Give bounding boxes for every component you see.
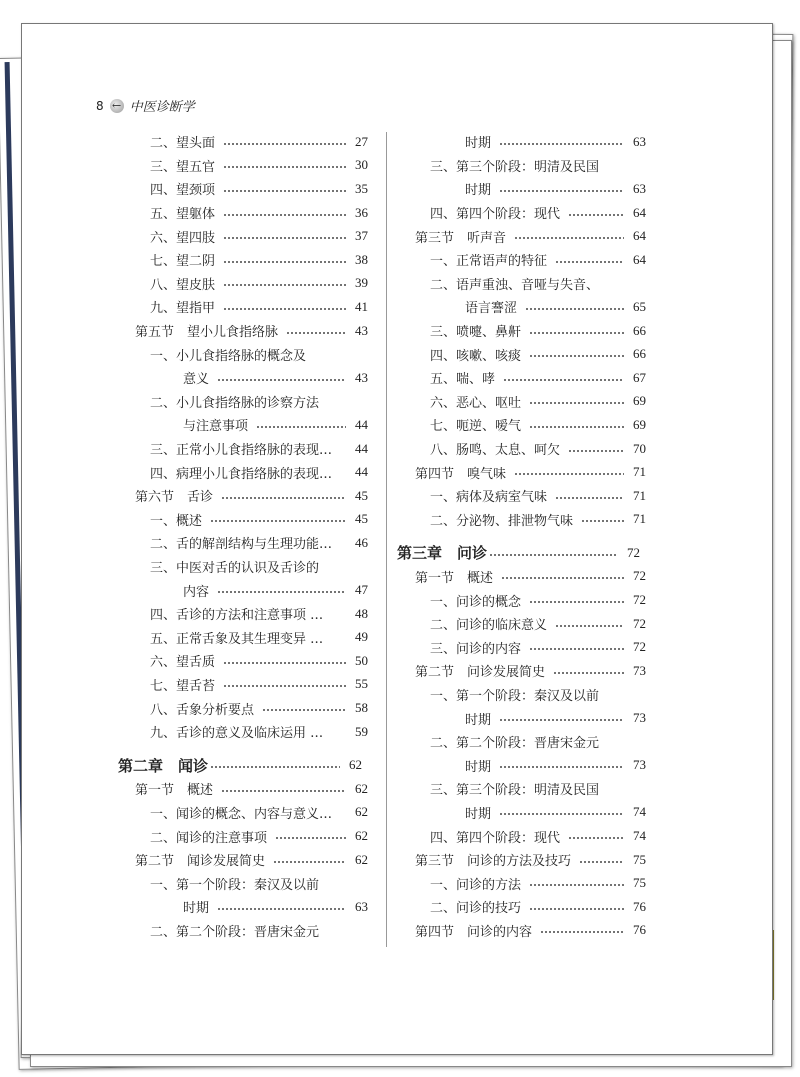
toc-section[interactable] [397, 659, 646, 683]
dot-leader [340, 445, 346, 453]
toc-entry-title: 三、第三个阶段：明清及民国 [430, 783, 600, 799]
dot-leader [340, 539, 346, 547]
toc-entry-title: 四、第四个阶段：现代 [430, 207, 561, 223]
dot-leader [529, 421, 624, 429]
dot-leader [555, 492, 624, 500]
toc-section[interactable] [118, 777, 368, 801]
toc-entry[interactable] [397, 706, 646, 730]
toc-page-number: 75 [633, 851, 646, 867]
toc-entry-title: 七、望二阴 [150, 254, 216, 270]
toc-entry-title: 五、喘、哮 [430, 372, 496, 388]
toc-entry[interactable] [118, 130, 368, 154]
dot-leader [555, 256, 624, 264]
toc-entry-title: 四、咳嗽、咳痰 [430, 348, 522, 364]
toc-entry-title: 时期 [465, 759, 492, 775]
toc-page-number: 39 [355, 275, 368, 291]
toc-page-number: 64 [633, 251, 646, 267]
dot-leader [210, 761, 340, 769]
toc-page-number: 62 [355, 780, 368, 796]
dot-leader [529, 397, 624, 405]
toc-entry-title: 一、第一个阶段：秦汉及以前 [150, 877, 320, 893]
toc-page-number: 62 [355, 851, 368, 867]
toc-entry-title: 时期 [465, 806, 492, 822]
toc-entry-title: 第三节 听声音 [415, 230, 507, 246]
toc-entry-title: 二、第二个阶段：晋唐宋金元 [430, 736, 600, 752]
toc-entry-title: 八、肠鸣、太息、呵欠 [430, 443, 561, 459]
toc-page-number: 69 [633, 416, 646, 432]
dot-leader [499, 185, 624, 193]
toc-entry-title: 三、喷嚏、鼻鼾 [430, 325, 522, 341]
toc-entry-title: 二、舌的解剖结构与生理功能… [150, 537, 333, 553]
toc-entry-title: 五、望躯体 [150, 207, 216, 223]
dot-leader [331, 633, 346, 641]
dot-leader [340, 808, 346, 816]
dot-leader [499, 808, 624, 816]
toc-entry-title: 四、第四个阶段：现代 [430, 830, 561, 846]
toc-entry[interactable] [397, 683, 646, 707]
toc-page-number: 27 [355, 133, 368, 149]
toc-page-number: 47 [355, 582, 368, 598]
dot-leader [529, 879, 624, 887]
toc-entry[interactable] [397, 484, 646, 508]
dot-leader [553, 667, 624, 675]
toc-page-number: 63 [355, 898, 368, 914]
toc-entry[interactable] [397, 437, 646, 461]
dot-leader [275, 832, 346, 840]
toc-entry[interactable] [397, 753, 646, 777]
dot-leader [529, 350, 624, 358]
dot-leader [223, 138, 346, 146]
toc-entry-title: 六、恶心、呕吐 [430, 395, 522, 411]
toc-entry-title: 第三节 问诊的方法及技巧 [415, 854, 572, 870]
toc-page-number: 75 [633, 875, 646, 891]
toc-section[interactable] [397, 848, 646, 872]
dot-leader [581, 515, 624, 523]
toc-entry-title: 第二章 闻诊 [118, 756, 209, 775]
dot-leader [555, 620, 624, 628]
toc-left-column [118, 130, 368, 942]
toc-page-number: 65 [633, 298, 646, 314]
toc-page-number: 73 [633, 662, 646, 678]
toc-page-number: 72 [633, 639, 646, 655]
toc-entry-title: 四、舌诊的方法和注意事项 … [150, 608, 324, 624]
toc-entry-title: 八、望皮肤 [150, 277, 216, 293]
toc-entry[interactable] [118, 895, 368, 919]
toc-page-number: 41 [355, 298, 368, 314]
toc-entry-title: 七、望舌苔 [150, 678, 216, 694]
toc-page-number: 72 [627, 544, 640, 560]
toc-entry[interactable] [118, 508, 368, 532]
toc-entry[interactable] [397, 272, 646, 296]
toc-entry[interactable] [118, 248, 368, 272]
toc-page-number: 72 [633, 592, 646, 608]
toc-page-number: 44 [355, 416, 368, 432]
running-header [96, 96, 195, 115]
toc-entry[interactable] [118, 390, 368, 414]
toc-entry-title: 意义 [183, 372, 210, 388]
toc-entry-title: 时期 [465, 183, 492, 199]
toc-entry[interactable] [397, 824, 646, 848]
toc-entry-title: 一、小儿食指络脉的概念及 [150, 348, 307, 364]
toc-entry[interactable] [118, 824, 368, 848]
toc-entry[interactable] [397, 777, 646, 801]
toc-page-number: 45 [355, 511, 368, 527]
dot-leader [340, 468, 346, 476]
toc-entry[interactable] [118, 555, 368, 579]
toc-entry-title: 一、正常语声的特征 [430, 254, 548, 270]
toc-entry[interactable] [118, 154, 368, 178]
toc-entry-title: 一、闻诊的概念、内容与意义… [150, 806, 333, 822]
toc-page-number: 49 [355, 629, 368, 645]
toc-entry[interactable] [118, 437, 368, 461]
dot-leader [331, 728, 346, 736]
toc-entry-title: 二、望头面 [150, 136, 216, 152]
toc-entry-title: 四、望颈项 [150, 183, 216, 199]
dot-leader [221, 492, 346, 500]
toc-entry[interactable] [397, 342, 646, 366]
dot-leader [529, 596, 624, 604]
toc-entry-title: 九、望指甲 [150, 301, 216, 317]
toc-entry[interactable] [118, 919, 368, 943]
toc-chapter[interactable] [118, 753, 368, 777]
toc-entry-title: 二、问诊的技巧 [430, 901, 522, 917]
dot-leader [217, 374, 346, 382]
toc-right-column [397, 130, 646, 942]
toc-page-number: 45 [355, 487, 368, 503]
toc-entry[interactable] [118, 673, 368, 697]
toc-entry[interactable] [397, 635, 646, 659]
toc-entry[interactable] [397, 508, 646, 532]
dot-leader [568, 832, 624, 840]
toc-entry[interactable] [397, 319, 646, 343]
toc-entry[interactable] [118, 460, 368, 484]
toc-entry-title: 第二节 问诊发展简史 [415, 665, 546, 681]
dot-leader [223, 279, 346, 287]
dot-leader [223, 256, 346, 264]
toc-entry[interactable] [397, 130, 646, 154]
arrow-left-icon: ← [110, 99, 124, 113]
toc-page-number: 72 [633, 615, 646, 631]
toc-entry-title: 三、正常小儿食指络脉的表现… [150, 443, 333, 459]
dot-leader [221, 785, 346, 793]
dot-leader [223, 657, 346, 665]
toc-page-number: 58 [355, 700, 368, 716]
toc-entry-title: 时期 [465, 712, 492, 728]
dot-leader [223, 303, 346, 311]
toc-page-number: 62 [355, 804, 368, 820]
toc-page-number: 35 [355, 180, 368, 196]
toc-page-number: 76 [633, 922, 646, 938]
toc-page-number: 71 [633, 464, 646, 480]
toc-entry-title: 第四节 嗅气味 [415, 466, 507, 482]
toc-page-number: 43 [355, 322, 368, 338]
toc-entry[interactable] [397, 177, 646, 201]
toc-entry-title: 五、正常舌象及其生理变异 … [150, 631, 324, 647]
toc-entry[interactable] [397, 413, 646, 437]
toc-entry-title: 二、第二个阶段：晋唐宋金元 [150, 924, 320, 940]
toc-section[interactable] [397, 565, 646, 589]
toc-entry-title: 一、第一个阶段：秦汉及以前 [430, 688, 600, 704]
toc-entry[interactable] [118, 801, 368, 825]
toc-entry[interactable] [397, 895, 646, 919]
toc-page-number: 71 [633, 487, 646, 503]
toc-page-number: 37 [355, 228, 368, 244]
dot-leader [223, 680, 346, 688]
toc-page-number: 44 [355, 440, 368, 456]
toc-page-number: 62 [349, 757, 362, 773]
toc-entry[interactable] [397, 588, 646, 612]
toc-entry-title: 三、问诊的内容 [430, 641, 522, 657]
column-divider [386, 132, 387, 947]
dot-leader [540, 926, 624, 934]
dot-leader [499, 761, 624, 769]
dot-leader [223, 161, 346, 169]
toc-entry-title: 第六节 舌诊 [135, 490, 214, 506]
toc-entry[interactable] [118, 224, 368, 248]
toc-entry-title: 第五节 望小儿食指络脉 [135, 325, 279, 341]
toc-entry-title: 一、问诊的方法 [430, 877, 522, 893]
toc-entry[interactable] [397, 390, 646, 414]
toc-page-number: 43 [355, 369, 368, 385]
toc-page-number: 46 [355, 534, 368, 550]
toc-entry-title: 六、望四肢 [150, 230, 216, 246]
toc-entry[interactable] [118, 413, 368, 437]
dot-leader [489, 549, 618, 557]
toc-entry[interactable] [118, 201, 368, 225]
toc-page-number: 73 [633, 757, 646, 773]
toc-entry[interactable] [118, 649, 368, 673]
toc-entry-title: 语言謇涩 [465, 301, 518, 317]
toc-page-number: 76 [633, 898, 646, 914]
toc-entry[interactable] [118, 342, 368, 366]
dot-leader [568, 445, 624, 453]
toc-entry-title: 时期 [465, 136, 492, 152]
dot-leader [514, 232, 624, 240]
toc-page-number: 30 [355, 157, 368, 173]
toc-page-number: 48 [355, 605, 368, 621]
toc-entry-title: 六、望舌质 [150, 655, 216, 671]
toc-entry[interactable] [118, 531, 368, 555]
toc-entry[interactable] [118, 295, 368, 319]
toc-entry-title: 一、问诊的概念 [430, 594, 522, 610]
book-title: 中医诊断学 [129, 100, 195, 115]
toc-entry[interactable] [118, 177, 368, 201]
toc-entry[interactable] [118, 366, 368, 390]
toc-page-number: 64 [633, 204, 646, 220]
toc-entry-title: 三、第三个阶段：明清及民国 [430, 159, 600, 175]
toc-page-number: 62 [355, 828, 368, 844]
dot-leader [529, 903, 624, 911]
toc-entry[interactable] [118, 871, 368, 895]
toc-entry[interactable] [397, 730, 646, 754]
dot-leader [262, 704, 346, 712]
toc-page-number: 72 [633, 568, 646, 584]
toc-section[interactable] [397, 224, 646, 248]
toc-entry-title: 三、中医对舌的认识及舌诊的 [150, 560, 320, 576]
toc-entry[interactable] [397, 248, 646, 272]
toc-entry-title: 内容 [183, 584, 210, 600]
toc-page-number: 64 [633, 228, 646, 244]
dot-leader [286, 327, 346, 335]
toc-entry[interactable] [118, 696, 368, 720]
dot-leader [273, 856, 346, 864]
toc-section[interactable] [118, 484, 368, 508]
toc-page-number: 73 [633, 710, 646, 726]
toc-entry-title: 一、概述 [150, 513, 203, 529]
toc-page-number: 69 [633, 393, 646, 409]
toc-page-number: 70 [633, 440, 646, 456]
toc-entry-title: 二、分泌物、排泄物气味 [430, 513, 574, 529]
toc-entry-title: 四、病理小儿食指络脉的表现… [150, 466, 333, 482]
dot-leader [579, 856, 624, 864]
toc-page-number: 74 [633, 828, 646, 844]
toc-page-number: 38 [355, 251, 368, 267]
dot-leader [256, 421, 346, 429]
toc-page-number: 71 [633, 511, 646, 527]
toc-entry-title: 与注意事项 [183, 419, 249, 435]
dot-leader [223, 209, 346, 217]
dot-leader [210, 515, 346, 523]
dot-leader [331, 610, 346, 618]
dot-leader [568, 209, 624, 217]
toc-entry-title: 二、问诊的临床意义 [430, 618, 548, 634]
toc-page-number: 67 [633, 369, 646, 385]
toc-entry-title: 八、舌象分析要点 [150, 702, 255, 718]
toc-entry[interactable] [397, 801, 646, 825]
toc-entry-title: 第二节 闻诊发展简史 [135, 854, 266, 870]
toc-entry-title: 第一节 概述 [415, 570, 494, 586]
dot-leader [223, 232, 346, 240]
toc-page-number: 66 [633, 346, 646, 362]
toc-page-number: 63 [633, 180, 646, 196]
toc-section[interactable] [397, 460, 646, 484]
toc-section[interactable] [397, 919, 646, 943]
toc-page-number: 50 [355, 652, 368, 668]
toc-entry[interactable] [118, 272, 368, 296]
toc-entry-title: 七、呃逆、嗳气 [430, 419, 522, 435]
toc-entry[interactable] [118, 578, 368, 602]
dot-leader [499, 714, 624, 722]
dot-leader [223, 185, 346, 193]
dot-leader [529, 327, 624, 335]
toc-page-number: 66 [633, 322, 646, 338]
toc-entry[interactable] [397, 201, 646, 225]
toc-entry[interactable] [118, 625, 368, 649]
toc-entry-title: 一、病体及病室气味 [430, 490, 548, 506]
toc-entry[interactable] [397, 295, 646, 319]
toc-page-number: 55 [355, 676, 368, 692]
dot-leader [525, 303, 624, 311]
dot-leader [499, 138, 624, 146]
toc-entry[interactable] [397, 366, 646, 390]
page-number: 8 [96, 98, 104, 113]
toc-entry-title: 第四节 问诊的内容 [415, 924, 533, 940]
toc-page-number: 36 [355, 204, 368, 220]
dot-leader [503, 374, 624, 382]
toc-entry-title: 二、闻诊的注意事项 [150, 830, 268, 846]
toc-section[interactable] [118, 319, 368, 343]
toc-entry-title: 三、望五官 [150, 159, 216, 175]
toc-entry-title: 第一节 概述 [135, 783, 214, 799]
toc-entry-title: 二、小儿食指络脉的诊察方法 [150, 395, 320, 411]
toc-page-number: 74 [633, 804, 646, 820]
toc-entry[interactable] [118, 602, 368, 626]
toc-entry[interactable] [397, 871, 646, 895]
toc-entry[interactable] [397, 154, 646, 178]
toc-section[interactable] [118, 848, 368, 872]
toc-entry-title: 二、语声重浊、音哑与失音、 [430, 277, 600, 293]
toc-entry-title: 第三章 问诊 [397, 544, 488, 563]
dot-leader [501, 572, 624, 580]
dot-leader [529, 643, 624, 651]
toc-page-number: 59 [355, 723, 368, 739]
toc-entry-title: 九、舌诊的意义及临床运用 … [150, 726, 324, 742]
toc-chapter[interactable] [397, 541, 646, 565]
toc-entry-title: 时期 [183, 901, 210, 917]
toc-entry[interactable] [397, 612, 646, 636]
dot-leader [514, 468, 624, 476]
toc-entry[interactable] [118, 720, 368, 744]
dot-leader [217, 903, 346, 911]
toc-page-number: 44 [355, 464, 368, 480]
toc-page-number: 63 [633, 133, 646, 149]
dot-leader [217, 586, 346, 594]
